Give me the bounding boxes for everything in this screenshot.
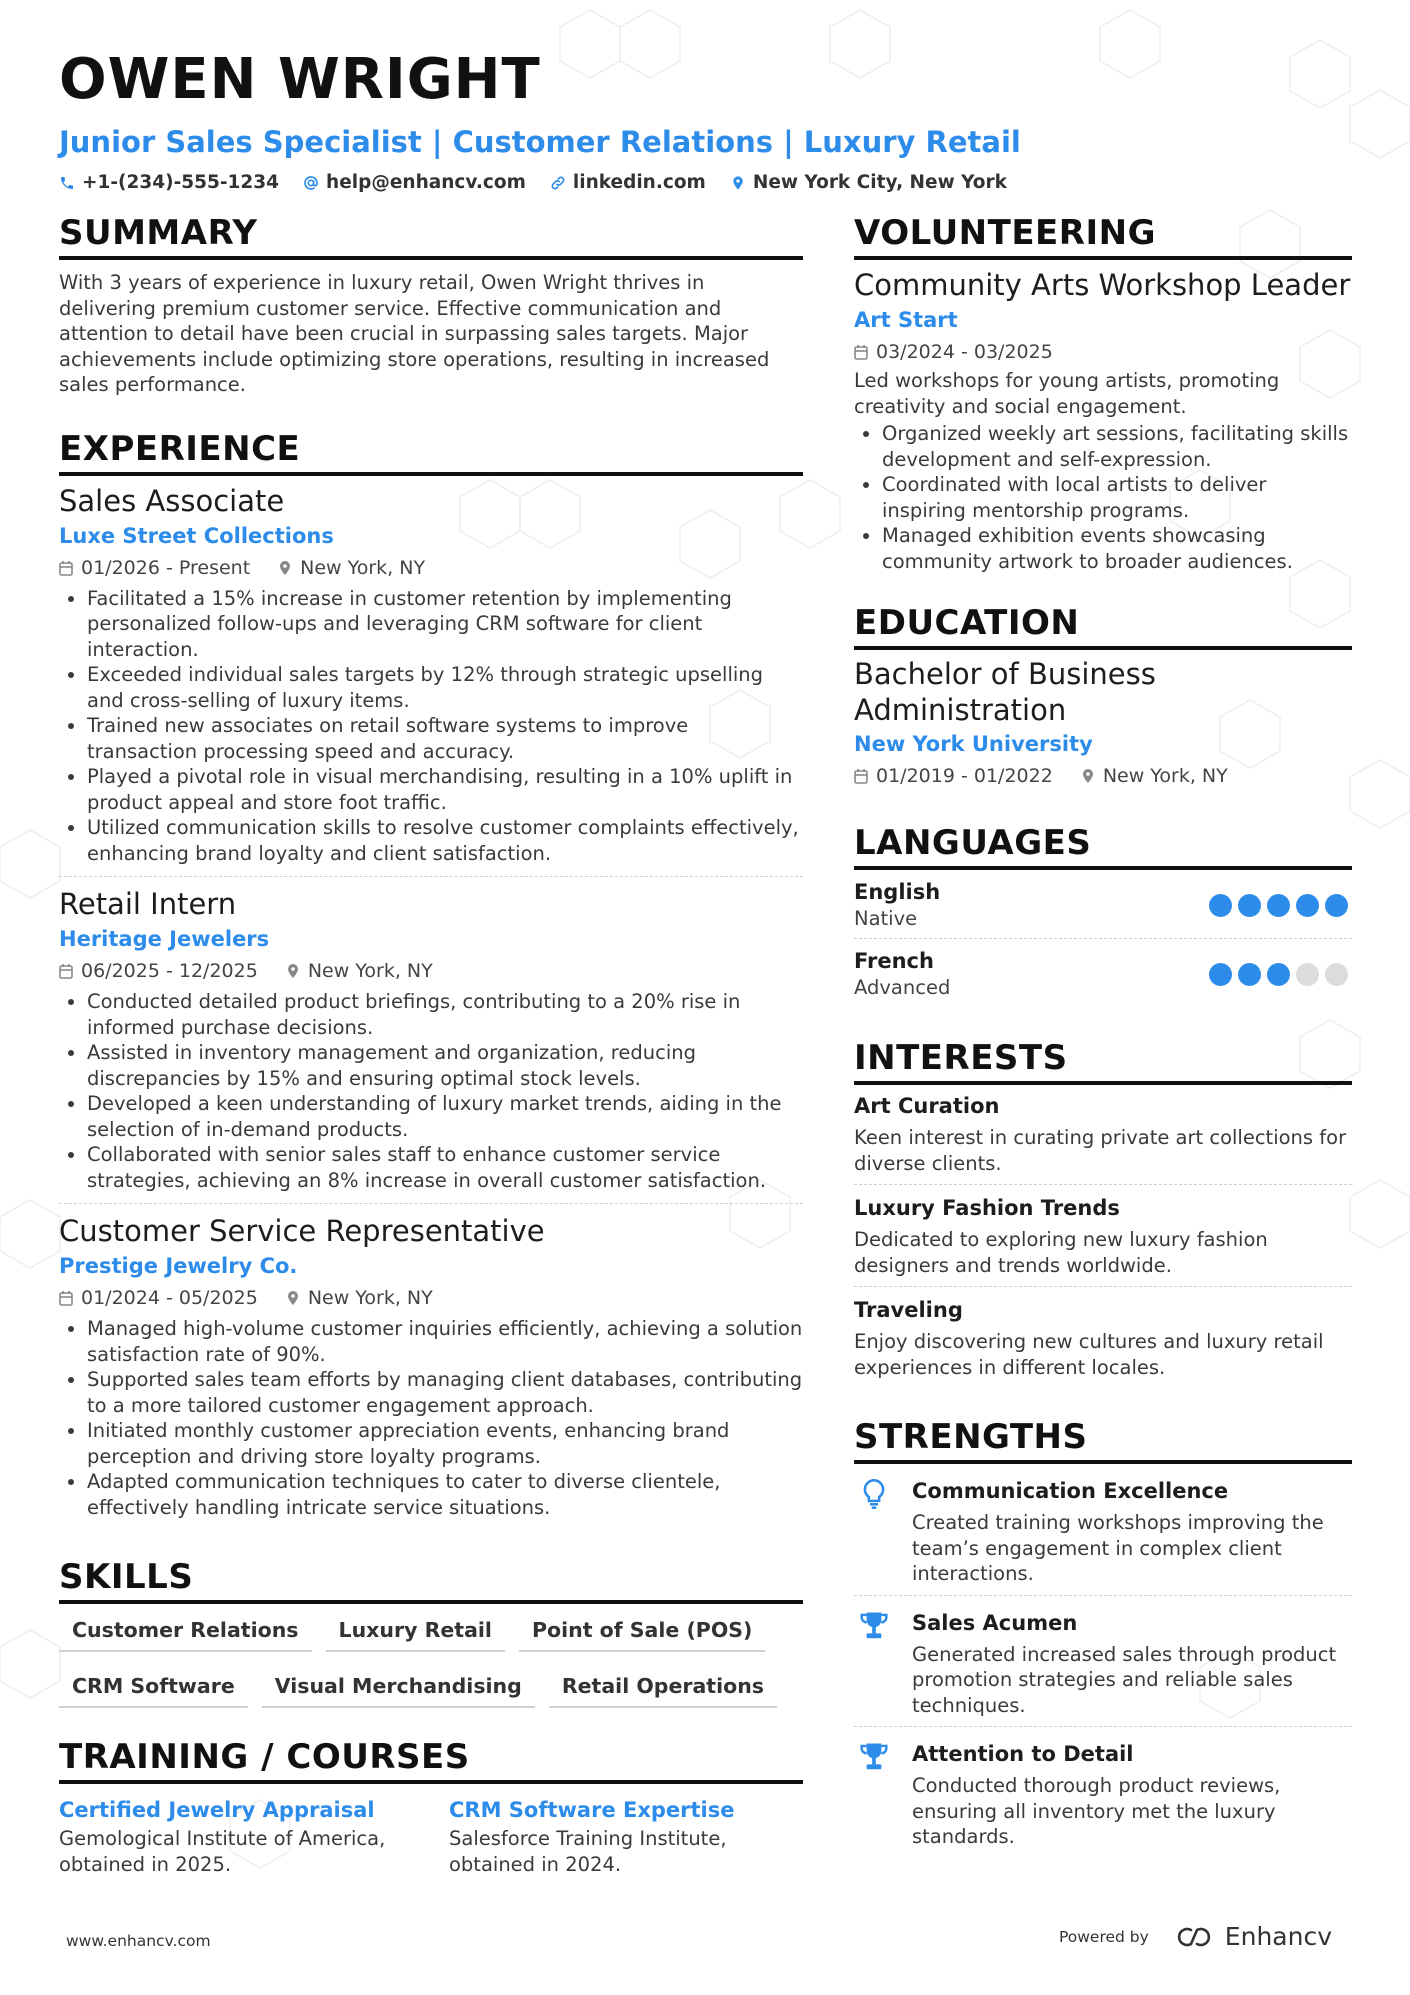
job-entry — [59, 885, 803, 1204]
strength-title: Attention to Detail — [912, 1742, 1134, 1766]
at-icon — [303, 175, 319, 191]
skills-section — [59, 1556, 803, 1708]
enhancv-brand[interactable] — [1171, 1922, 1332, 1951]
interest-title: Art Curation — [854, 1094, 1000, 1118]
course-title: Certified Jewelry Appraisal — [59, 1798, 375, 1822]
school: New York University — [854, 732, 1093, 756]
interest-title: Traveling — [854, 1298, 963, 1322]
rating-dot-empty — [1325, 963, 1348, 986]
job-title: Sales Associate — [59, 483, 285, 518]
summary-heading: SUMMARY — [59, 212, 803, 260]
calendar-icon — [59, 963, 73, 979]
job-bullet: • Conducted detailed product briefings, contributing to a 20% rise in informed purchase decisions. — [87, 989, 803, 1040]
trophy-icon — [859, 1741, 889, 1773]
course-entry — [59, 1794, 389, 1877]
enhancv-logo-icon — [1171, 1925, 1217, 1949]
language-name: English — [854, 880, 941, 904]
strengths-heading: STRENGTHS — [854, 1416, 1352, 1464]
language-row — [854, 876, 1352, 939]
interests-section — [854, 1037, 1352, 1388]
job-location: New York, NY — [300, 556, 426, 579]
strength-title: Sales Acumen — [912, 1610, 1078, 1635]
course-desc: Salesforce Training Institute, obtained in 2024. — [449, 1827, 727, 1876]
calendar-icon — [59, 1290, 73, 1306]
job-bullet: • Adapted communication techniques to cater to diverse clientele, effectively handling intricate service situations. — [87, 1469, 803, 1520]
job-title: Customer Service Representative — [59, 1214, 545, 1248]
job-meta — [59, 1282, 803, 1314]
language-name: French — [854, 949, 934, 973]
calendar-icon — [59, 560, 73, 576]
summary-section — [59, 212, 803, 398]
contact-linkedin[interactable] — [550, 172, 706, 193]
right-column — [854, 212, 1352, 1892]
job-bullet: • Collaborated with senior sales staff to enhance customer service strategies, achieving an 8% increase in overall customer satisfaction. — [87, 1142, 803, 1193]
job-entry — [59, 482, 803, 878]
experience-section — [59, 428, 803, 1531]
rating-dot-empty — [1296, 963, 1319, 986]
training-section — [59, 1736, 803, 1877]
skill-tag: Customer Relations — [59, 1614, 312, 1652]
volunteer-bullet: • Organized weekly art sessions, facilitating skills development and self-expression. — [882, 421, 1352, 472]
job-dates: 01/2026 - Present — [81, 556, 251, 579]
calendar-icon — [854, 344, 868, 360]
interest-desc: Dedicated to exploring new luxury fashion designers and trends worldwide. — [854, 1228, 1268, 1277]
interest-entry — [854, 1091, 1352, 1185]
volunteer-bullet: • Coordinated with local artists to deliver inspiring mentorship programs. — [882, 472, 1352, 523]
strength-title: Communication Excellence — [912, 1479, 1229, 1503]
volunteering-section — [854, 212, 1352, 574]
contact-location — [730, 172, 1007, 193]
experience-heading: EXPERIENCE — [59, 428, 803, 476]
location-pin-icon — [1081, 768, 1095, 784]
training-heading: TRAINING / COURSES — [59, 1736, 803, 1784]
skills-list — [59, 1614, 803, 1708]
volunteer-meta — [854, 336, 1352, 368]
contact-linkedin-text: linkedin.com — [572, 172, 706, 193]
location-pin-icon — [278, 560, 292, 576]
rating-dot-filled — [1209, 894, 1232, 917]
skill-tag: Visual Merchandising — [262, 1670, 535, 1708]
job-bullets — [59, 989, 803, 1193]
location-pin-icon — [286, 963, 300, 979]
education-heading: EDUCATION — [854, 602, 1352, 650]
footer-website[interactable]: www.enhancv.com — [66, 1932, 211, 1950]
interests-heading: INTERESTS — [854, 1037, 1352, 1085]
job-meta — [59, 552, 803, 584]
link-icon — [550, 175, 566, 191]
footer-branding — [1059, 1922, 1332, 1951]
strength-entry — [854, 1602, 1352, 1728]
contact-email-text: help@enhancv.com — [326, 172, 526, 193]
contact-location-text: New York City, New York — [752, 172, 1007, 193]
interest-desc: Enjoy discovering new cultures and luxury retail experiences in different locales. — [854, 1330, 1324, 1379]
education-location: New York, NY — [1102, 765, 1228, 787]
strength-desc: Conducted thorough product reviews, ensuring all inventory met the luxury standards. — [912, 1774, 1281, 1848]
job-bullet: • Exceeded individual sales targets by 12% through strategic upselling and cross-selling of luxury items. — [87, 662, 803, 713]
trophy-icon — [859, 1610, 889, 1642]
powered-by-label: Powered by — [1058, 1927, 1149, 1946]
job-location: New York, NY — [307, 1287, 433, 1309]
language-rating — [1209, 894, 1348, 917]
interest-desc: Keen interest in curating private art collections for diverse clients. — [854, 1126, 1347, 1175]
phone-icon — [59, 175, 75, 191]
contact-phone[interactable] — [59, 172, 279, 193]
skill-tag: Retail Operations — [549, 1670, 777, 1708]
job-bullets — [59, 586, 803, 867]
volunteer-org: Art Start — [854, 308, 958, 332]
skill-tag: Luxury Retail — [326, 1614, 505, 1652]
education-section — [854, 602, 1352, 792]
contact-phone-text: +1-(234)-555-1234 — [82, 172, 280, 193]
lightbulb-icon — [859, 1478, 889, 1510]
language-level: Advanced — [854, 976, 951, 999]
job-bullet: • Facilitated a 15% increase in customer retention by implementing personalized follow-ups and leveraging CRM software for client interaction. — [87, 586, 803, 663]
volunteer-desc: Led workshops for young artists, promoting creativity and social engagement. — [854, 369, 1280, 418]
language-level: Native — [854, 907, 918, 930]
education-meta — [854, 760, 1352, 792]
job-bullet: • Trained new associates on retail software systems to improve transaction processing speed and accuracy. — [87, 713, 803, 764]
location-pin-icon — [730, 175, 746, 191]
course-title: CRM Software Expertise — [449, 1798, 735, 1822]
job-company: Luxe Street Collections — [59, 523, 334, 548]
language-row — [854, 945, 1352, 1007]
volunteering-heading: VOLUNTEERING — [854, 212, 1352, 260]
interest-entry — [854, 1193, 1352, 1287]
job-bullet: • Played a pivotal role in visual merchandising, resulting in a 10% uplift in product appeal and store foot traffic. — [87, 764, 803, 815]
candidate-name: OWEN WRIGHT — [59, 47, 541, 112]
rating-dot-filled — [1296, 894, 1319, 917]
strength-entry — [854, 1470, 1352, 1596]
skills-heading: SKILLS — [59, 1556, 803, 1604]
volunteer-dates: 03/2024 - 03/2025 — [876, 341, 1053, 363]
skill-tag: Point of Sale (POS) — [519, 1614, 765, 1652]
languages-section — [854, 822, 1352, 1007]
job-bullet: • Managed high-volume customer inquiries efficiently, achieving a solution satisfaction rate of 90%. — [87, 1316, 803, 1367]
rating-dot-filled — [1209, 963, 1232, 986]
job-bullet: • Initiated monthly customer appreciation events, enhancing brand perception and driving store loyalty programs. — [87, 1418, 803, 1469]
job-company: Heritage Jewelers — [59, 927, 270, 951]
rating-dot-filled — [1238, 894, 1261, 917]
volunteer-bullets — [854, 421, 1352, 574]
skill-tag: CRM Software — [59, 1670, 248, 1708]
interest-title: Luxury Fashion Trends — [854, 1196, 1120, 1220]
job-bullet: • Utilized communication skills to resolve customer complaints effectively, enhancing brand loyalty and client satisfaction. — [87, 815, 803, 866]
courses-list — [59, 1794, 803, 1877]
job-dates: 06/2025 - 12/2025 — [81, 960, 258, 982]
interest-entry — [854, 1295, 1352, 1388]
languages-heading: LANGUAGES — [854, 822, 1352, 870]
strength-entry — [854, 1733, 1352, 1858]
education-dates: 01/2019 - 01/2022 — [876, 765, 1053, 787]
course-entry — [449, 1794, 779, 1877]
language-rating — [1209, 963, 1348, 986]
rating-dot-filled — [1325, 894, 1348, 917]
job-bullet: • Supported sales team efforts by managing client databases, contributing to a more tailored customer engagement approach. — [87, 1367, 803, 1418]
strengths-section — [854, 1416, 1352, 1858]
job-title: Retail Intern — [59, 887, 237, 921]
job-bullet: • Assisted in inventory management and organization, reducing discrepancies by 15% and ensuring optimal stock levels. — [87, 1040, 803, 1091]
candidate-title: Junior Sales Specialist | Customer Relations | Luxury Retail — [59, 125, 1021, 159]
rating-dot-filled — [1267, 894, 1290, 917]
strength-desc: Created training workshops improving the team’s engagement in complex client interactions. — [912, 1511, 1324, 1585]
summary-text: With 3 years of experience in luxury retail, Owen Wright thrives in delivering premium customer service. Effective communication and attention to detail have been crucial in surpassing sales targets. Major achievements include optimizing store operations, resulting in increased sales performance. — [59, 271, 770, 396]
job-bullet: • Developed a keen understanding of luxury market trends, aiding in the selection of in-demand products. — [87, 1091, 803, 1142]
course-desc: Gemological Institute of America, obtained in 2025. — [59, 1827, 386, 1876]
calendar-icon — [854, 768, 868, 784]
contact-email[interactable] — [303, 172, 526, 193]
volunteer-role: Community Arts Workshop Leader — [854, 268, 1351, 302]
strength-desc: Generated increased sales through product promotion strategies and reliable sales techniques. — [912, 1642, 1337, 1717]
contact-bar — [59, 172, 1359, 193]
rating-dot-filled — [1267, 963, 1290, 986]
job-location: New York, NY — [307, 960, 433, 982]
job-entry — [59, 1212, 803, 1530]
resume-header — [59, 44, 1359, 193]
left-column — [59, 212, 803, 1911]
job-dates: 01/2024 - 05/2025 — [81, 1287, 258, 1309]
degree: Bachelor of Business Administration — [854, 657, 1156, 727]
job-meta — [59, 955, 803, 987]
volunteer-bullet: • Managed exhibition events showcasing community artwork to broader audiences. — [882, 523, 1352, 574]
location-pin-icon — [286, 1290, 300, 1306]
brand-name: Enhancv — [1224, 1922, 1332, 1951]
rating-dot-filled — [1238, 963, 1261, 986]
job-bullets — [59, 1316, 803, 1520]
job-company: Prestige Jewelry Co. — [59, 1254, 298, 1278]
